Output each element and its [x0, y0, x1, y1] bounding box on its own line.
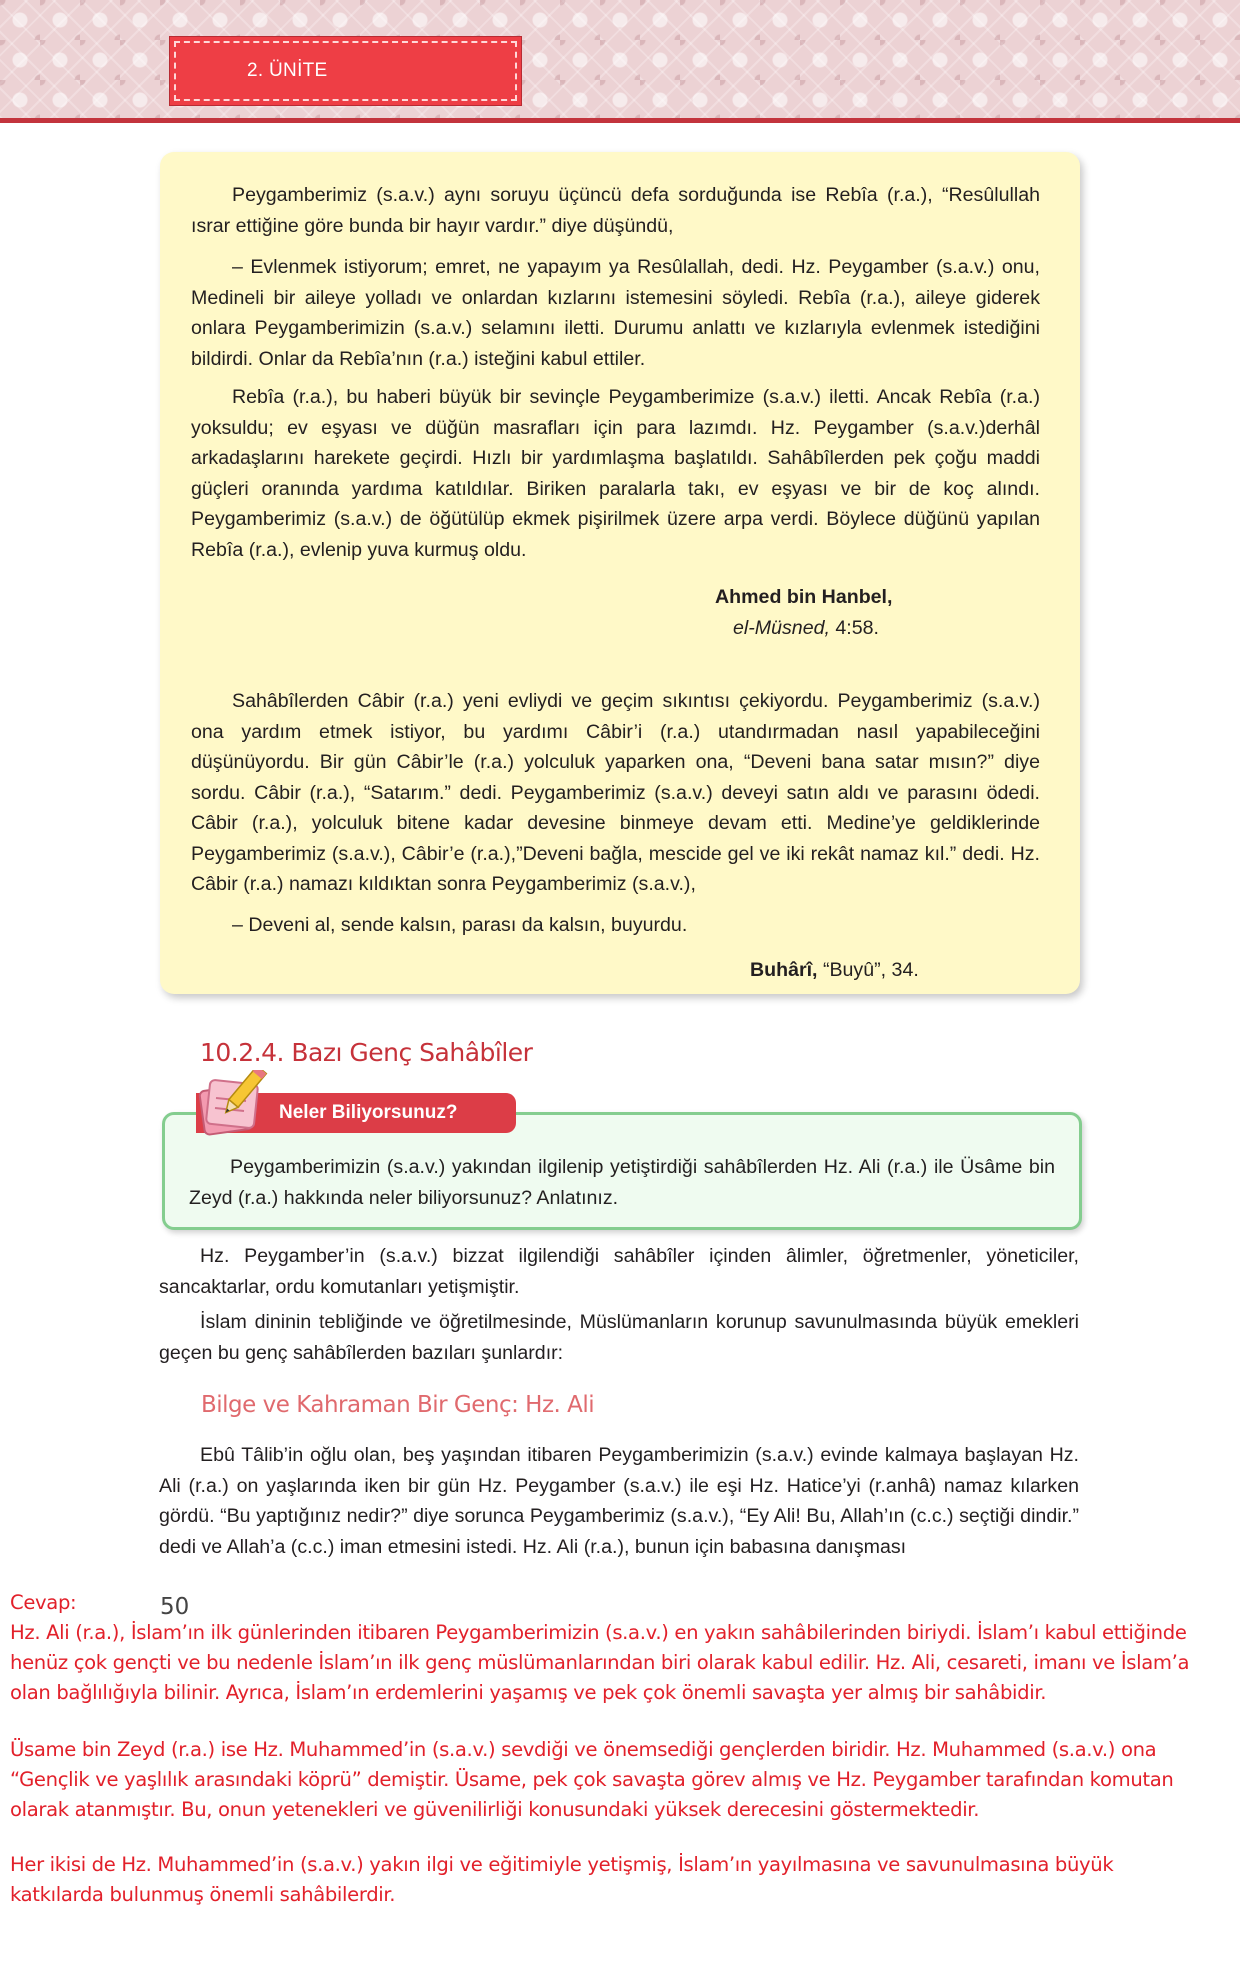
answer-label: Cevap:: [10, 1591, 77, 1614]
answer-paragraph-3: Her ikisi de Hz. Muhammed’in (s.a.v.) yakın ilgi ve eğitimiyle yetişmiş, İslam’ın yayılmasına ve savunulmasına büyük katkılarda bulunmuş önemli sahâbilerdir.: [10, 1853, 1114, 1907]
body-paragraph-1: Hz. Peygamber’in (s.a.v.) bizzat ilgilendiği sahâbîler içinden âlimler, öğretmenler, yöneticiler, sancaktarlar, ordu komutanları yetişmiştir.: [159, 1245, 1079, 1298]
reference-author-name: Ahmed bin Hanbel,: [715, 586, 893, 608]
reference-rest: “Buyû”, 34.: [817, 959, 919, 981]
section-heading: 10.2.4. Bazı Genç Sahâbîler: [200, 1038, 533, 1067]
question-tab-label: Neler Biliyorsunuz?: [279, 1102, 458, 1123]
question-text: Peygamberimizin (s.a.v.) yakından ilgilenip yetiştirdiği sahâbîlerden Hz. Ali (r.a.) ile Üsâme bin Zeyd (r.a.) hakkında neler biliyorsunuz? Anlatınız.: [189, 1156, 1055, 1209]
story1-paragraph-3: Rebîa (r.a.), bu haberi büyük bir sevinçle Peygamberimize (s.a.v.) iletti. Ancak Rebîa (r.a.) yoksuldu; ev eşyası ve düğün masrafları için para lazımdı. Hz. Peygamber (s.a.v.)derhâl arkadaşlarını harekete geçirdi. Hızlı bir yardımlaşma başlatıldı. Sahâbîlerden pek çoğu maddi güçleri oranında yardıma katıldılar. Biriken paralarla takı, ev eşyası ve bir de koç alındı. Peygamberimiz (s.a.v.) de öğütülüp ekmek pişirilmek üzere arpa verdi. Böylece düğünü yapılan Rebîa (r.a.), evlenip yuva kurmuş oldu.: [191, 386, 1040, 561]
story1-paragraph-1: Peygamberimiz (s.a.v.) aynı soruyu üçüncü defa sorduğunda ise Rebîa (r.a.), “Resûlullah ısrar ettiğine göre bunda bir hayır vardır.” diye düşündü,: [191, 184, 1040, 237]
reference-page: 4:58.: [829, 617, 879, 639]
answer-paragraph-2: Üsame bin Zeyd (r.a.) ise Hz. Muhammed’in (s.a.v.) sevdiği ve önemsediği gençlerden biridir. Hz. Muhammed (s.a.v.) ona “Gençlik ve yaşlılık arasındaki köprü” demiştir. Üsame, pek çok savaşta görev almış ve Hz. Peygamber tarafından komutan olarak atanmıştır. Bu, onun yetenekleri ve güvenilirliği konusundaki yüksek derecesini göstermektedir.: [10, 1738, 1174, 1822]
notepad-pencil-icon: [192, 1070, 272, 1142]
body-paragraph-2: İslam dininin tebliğinde ve öğretilmesinde, Müslümanların korunup savunulmasında büyük emekleri geçen bu genç sahâbîlerden bazıları şunlardır:: [159, 1311, 1079, 1364]
story1-reference-source: [733, 613, 879, 643]
story-box: [160, 152, 1080, 994]
story2-paragraph-2: – Deveni al, sende kalsın, parası da kalsın, buyurdu.: [232, 914, 688, 936]
unit-label: 2. ÜNİTE: [247, 60, 328, 81]
story1-paragraph-2: – Evlenmek istiyorum; emret, ne yapayım ya Resûlallah, dedi. Hz. Peygamber (s.a.v.) onu, Medineli bir aileye yolladı ve onlardan kızlarını istemesini söyledi. Rebîa (r.a.), aileye giderek onlara Peygamberimizin (s.a.v.) selamını iletti. Durumu anlattı ve kızlarıyla evlenmek istediğini bildirdi. Onlar da Rebîa’nın (r.a.) isteğini kabul ettiler.: [191, 256, 1040, 370]
reference-book-title: el-Müsned,: [733, 617, 830, 639]
unit-tab: [170, 37, 521, 105]
story2-reference: [750, 955, 919, 985]
header-divider-line: [0, 118, 1240, 123]
reference-author-name: Buhârî,: [750, 959, 818, 981]
answer-paragraph-1: Hz. Ali (r.a.), İslam’ın ilk günlerinden itibaren Peygamberimizin (s.a.v.) en yakın sahâbilerinden biriydi. İslam’ı kabul ettiğinde henüz çok gençti ve bu nedenle İslam’ın ilk genç müslümanlarından biri olarak kabul edilir. Hz. Ali, cesareti, imanı ve İslam’a olan bağlılığıyla bilinir. Ayrıca, İslam’ın erdemlerini yaşamış ve pek çok önemli savaşta yer almış bir sahâbidir.: [10, 1621, 1190, 1705]
story1-reference-author: [715, 582, 892, 612]
subsection-heading: Bilge ve Kahraman Bir Genç: Hz. Ali: [201, 1392, 595, 1418]
story2-paragraph-1: Sahâbîlerden Câbir (r.a.) yeni evliydi ve geçim sıkıntısı çekiyordu. Peygamberimiz (s.a.v.) ona yardım etmek istiyor, bu yardımı Câbir’i (r.a.) utandırmadan nasıl yapabileceğini düşünüyordu. Bir gün Câbir’le (r.a.) yolculuk yaparken ona, “Deveni bana satar mısın?” diye sordu. Câbir (r.a.), “Satarım.” dedi. Peygamberimiz (s.a.v.) deveyi satın aldı ve parasını ödedi. Câbir (r.a.), yolculuk bitene kadar devesine binmeye devam etti. Medine’ye geldiklerinde Peygamberimiz (s.a.v.), Câbir’e (r.a.),”Deveni bağla, mescide gel ve iki rekât namaz kıl.” dedi. Hz. Câbir (r.a.) namazı kıldıktan sonra Peygamberimiz (s.a.v.),: [191, 690, 1040, 895]
page-number: 50: [160, 1594, 190, 1620]
body-paragraph-3: Ebû Tâlib’in oğlu olan, beş yaşından itibaren Peygamberimizin (s.a.v.) evinde kalmaya başlayan Hz. Ali (r.a.) on yaşlarında iken bir gün Hz. Peygamber (s.a.v.) ile eşi Hz. Hatice’yi (r.anhâ) namaz kılarken gördü. “Bu yaptığınız nedir?” diye sorunca Peygamberimiz (s.a.v.), “Ey Ali! Bu, Allah’ın (c.c.) seçtiği dindir.” dedi ve Allah’a (c.c.) iman etmesini istedi. Hz. Ali (r.a.), bunun için babasına danışması: [159, 1444, 1079, 1558]
